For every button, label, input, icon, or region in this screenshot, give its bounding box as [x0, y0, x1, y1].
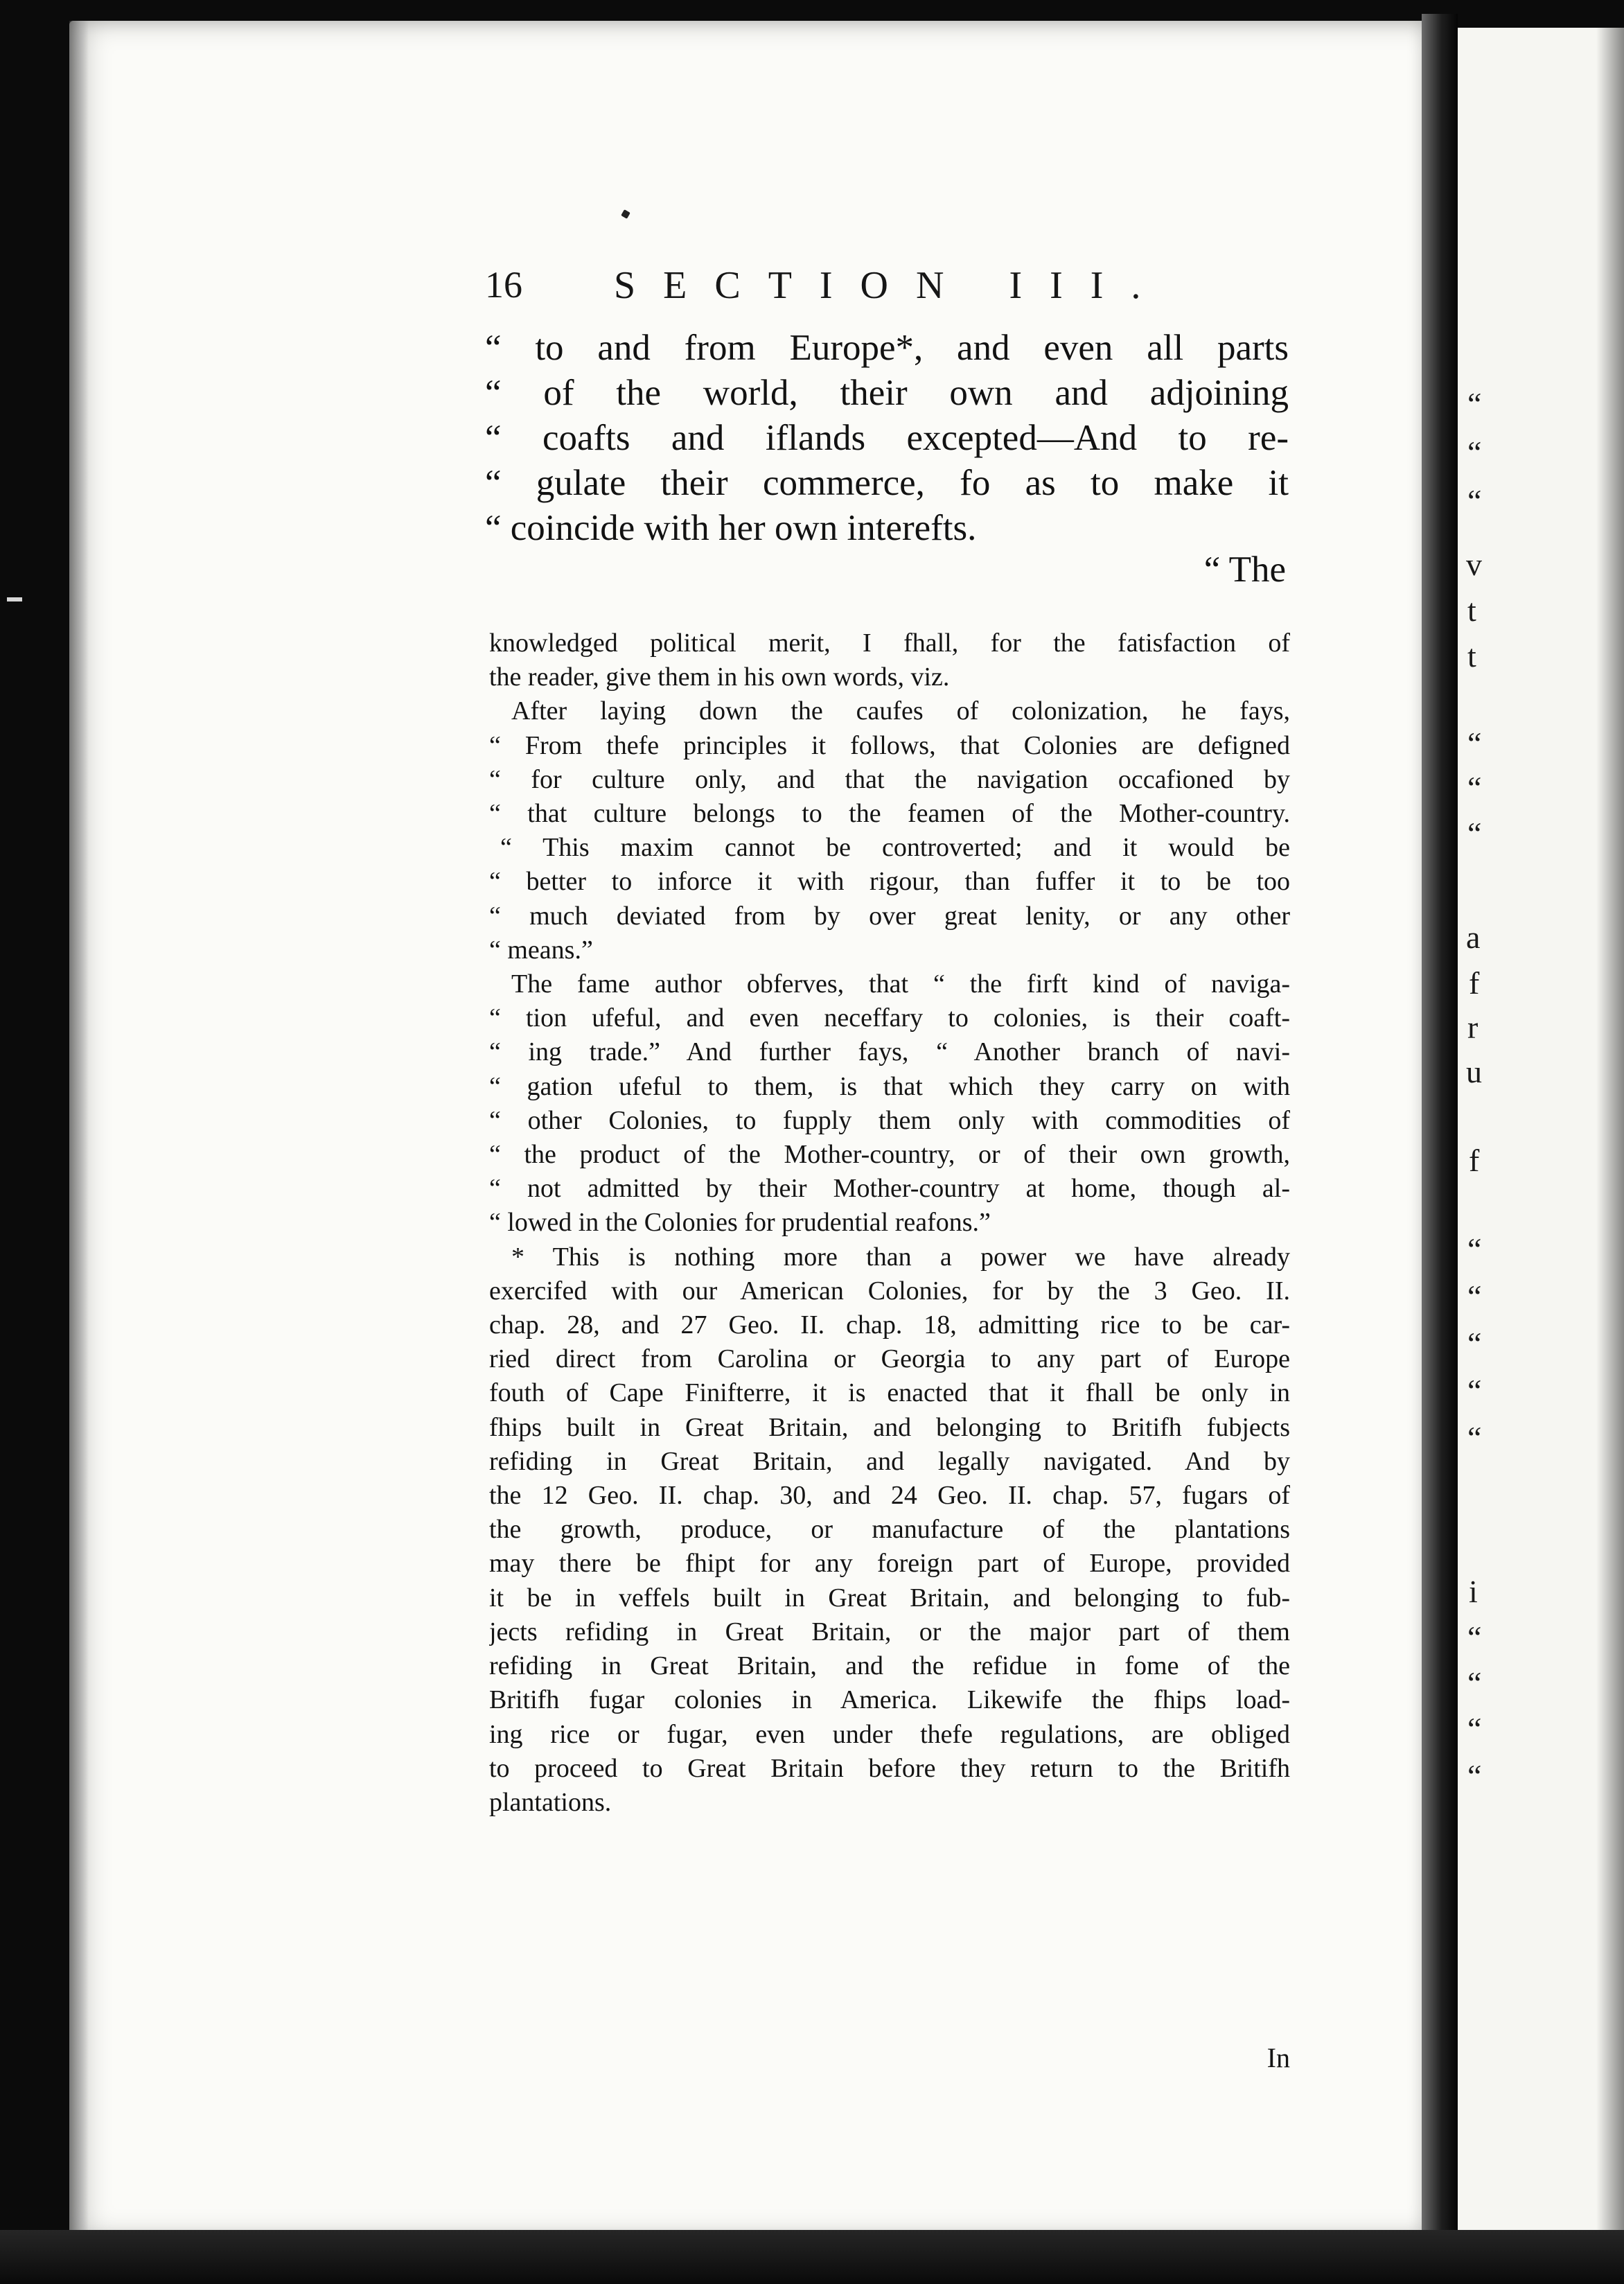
main-text-line: “ gulate their commerce, fo as to make it [485, 463, 1289, 503]
footnote-line: exercifed with our American Colonies, for by the 3 Geo. II. [489, 1276, 1290, 1306]
facing-fragment: f [1469, 965, 1480, 1001]
facing-fragment: u [1466, 1054, 1482, 1089]
scan-edge-mark [7, 597, 22, 601]
facing-fragment: “ [1467, 1758, 1482, 1793]
facing-fragment: v [1466, 547, 1482, 582]
catchword-top: “ The [1203, 550, 1286, 590]
footnote-line: The fame author obferves, that “ the firft kind of naviga- [511, 969, 1290, 999]
main-text-line: “ of the world, their own and adjoining [485, 373, 1289, 413]
facing-fragment: “ [1467, 1326, 1482, 1361]
facing-fragment: “ [1467, 726, 1482, 761]
main-text-block [485, 326, 1289, 551]
footnote-line: “ better to inforce it with rigour, than fuffer it to be too [489, 867, 1290, 897]
main-text-line: “ coafts and iflands excepted—And to re- [485, 418, 1289, 458]
facing-fragment: r [1467, 1010, 1479, 1045]
footnote-line: “ not admitted by their Mother-country at home, though al- [489, 1174, 1290, 1204]
footnote-line: “ other Colonies, to fupply them only with commodities of [489, 1105, 1290, 1135]
footnote-line: to proceed to Great Britain before they return to the Britifh [489, 1753, 1290, 1783]
footnote-line: “ much deviated from by over great lenity, or any other [489, 901, 1290, 931]
footnote-line: fhips built in Great Britain, and belonging to Britifh fubjects [489, 1412, 1290, 1442]
page-number: 16 [485, 264, 522, 306]
page-header [485, 263, 1289, 312]
facing-fragment: t [1467, 592, 1476, 628]
page-binding-shadow [69, 21, 89, 2238]
footnote-line: “ means.” [489, 935, 593, 965]
footnote-line: “ From thefe principles it follows, that Colonies are defigned [489, 730, 1290, 760]
footnote-line: knowledged political merit, I fhall, for the fatisfaction of [489, 629, 1290, 658]
footnote-line: refiding in Great Britain, and legally navigated. And by [489, 1446, 1290, 1476]
footnote-line: the reader, give them in his own words, viz. [489, 662, 950, 692]
facing-fragment: “ [1467, 1279, 1482, 1314]
footnote-block [489, 626, 1290, 1820]
footnote-line: jects refiding in Great Britain, or the major part of them [489, 1617, 1290, 1646]
facing-fragment: “ [1467, 434, 1482, 470]
footnote-line: * This is nothing more than a power we have already [511, 1242, 1290, 1272]
main-text-line: “ coincide with her own interefts. [485, 508, 977, 548]
footnote-line: fouth of Cape Finifterre, it is enacted that it fhall be only in [489, 1378, 1290, 1408]
facing-fragment: “ [1467, 816, 1482, 851]
facing-fragment: “ [1467, 1619, 1482, 1655]
footnote-line: After laying down the caufes of colonization, he fays, [511, 696, 1290, 726]
footnote-line: “ ing trade.” And further fays, “ Another branch of navi- [489, 1037, 1290, 1067]
footnote-line: “ lowed in the Colonies for prudential reafons.” [489, 1208, 991, 1238]
facing-fragment: “ [1467, 1231, 1482, 1267]
footnote-line: “ tion ufeful, and even neceffary to colonies, is their coaft- [489, 1003, 1290, 1033]
facing-fragment: “ [1467, 386, 1482, 421]
facing-fragment: “ [1467, 1420, 1482, 1455]
facing-fragment: f [1469, 1143, 1480, 1178]
facing-page [1458, 28, 1624, 2238]
gutter-shadow [1422, 14, 1458, 2245]
facing-fragment: “ [1467, 1665, 1482, 1701]
facing-fragment: “ [1467, 1373, 1482, 1408]
footnote-line: “ gation ufeful to them, is that which they carry on with [489, 1071, 1290, 1101]
footnote-line: may there be fhipt for any foreign part of Europe, provided [489, 1549, 1290, 1579]
facing-fragment: “ [1467, 770, 1482, 805]
scan-bottom-edge [0, 2230, 1624, 2284]
footnote-line: refiding in Great Britain, and the refidue in fome of the [489, 1651, 1290, 1681]
footnote-line: “ that culture belongs to the feamen of the Mother-country. [489, 799, 1290, 829]
footnote-line: chap. 28, and 27 Geo. II. chap. 18, admitting rice to be car- [489, 1310, 1290, 1340]
footnote-line: plantations. [489, 1787, 612, 1817]
main-text-line: “ to and from Europe*, and even all parts [485, 328, 1289, 368]
footnote-line: ing rice or fugar, even under thefe regulations, are obliged [489, 1719, 1290, 1749]
catchword-bottom: In [1266, 2042, 1290, 2073]
footnote-line: Britifh fugar colonies in America. Likewife the fhips load- [489, 1685, 1290, 1715]
facing-fragment: “ [1467, 1711, 1482, 1746]
running-head: SECTION III. [614, 264, 1169, 307]
footnote-line: the growth, produce, or manufacture of the plantations [489, 1515, 1290, 1545]
footnote-line: “ the product of the Mother-country, or of their own growth, [489, 1140, 1290, 1170]
footnote-line: the 12 Geo. II. chap. 30, and 24 Geo. II. chap. 57, fugars of [489, 1481, 1290, 1511]
facing-fragment: t [1467, 638, 1476, 674]
facing-fragment: “ [1467, 483, 1482, 518]
footnote-line: “ for culture only, and that the navigation occafioned by [489, 764, 1290, 794]
footnote-line: “ This maxim cannot be controverted; and it would be [500, 833, 1290, 863]
footnote-line: ried direct from Carolina or Georgia to any part of Europe [489, 1344, 1290, 1374]
facing-fragment: i [1469, 1574, 1478, 1609]
footnote-line: it be in veffels built in Great Britain, and belonging to fub- [489, 1583, 1290, 1613]
facing-page-shadow [1596, 28, 1624, 2238]
facing-fragment: a [1466, 920, 1481, 955]
